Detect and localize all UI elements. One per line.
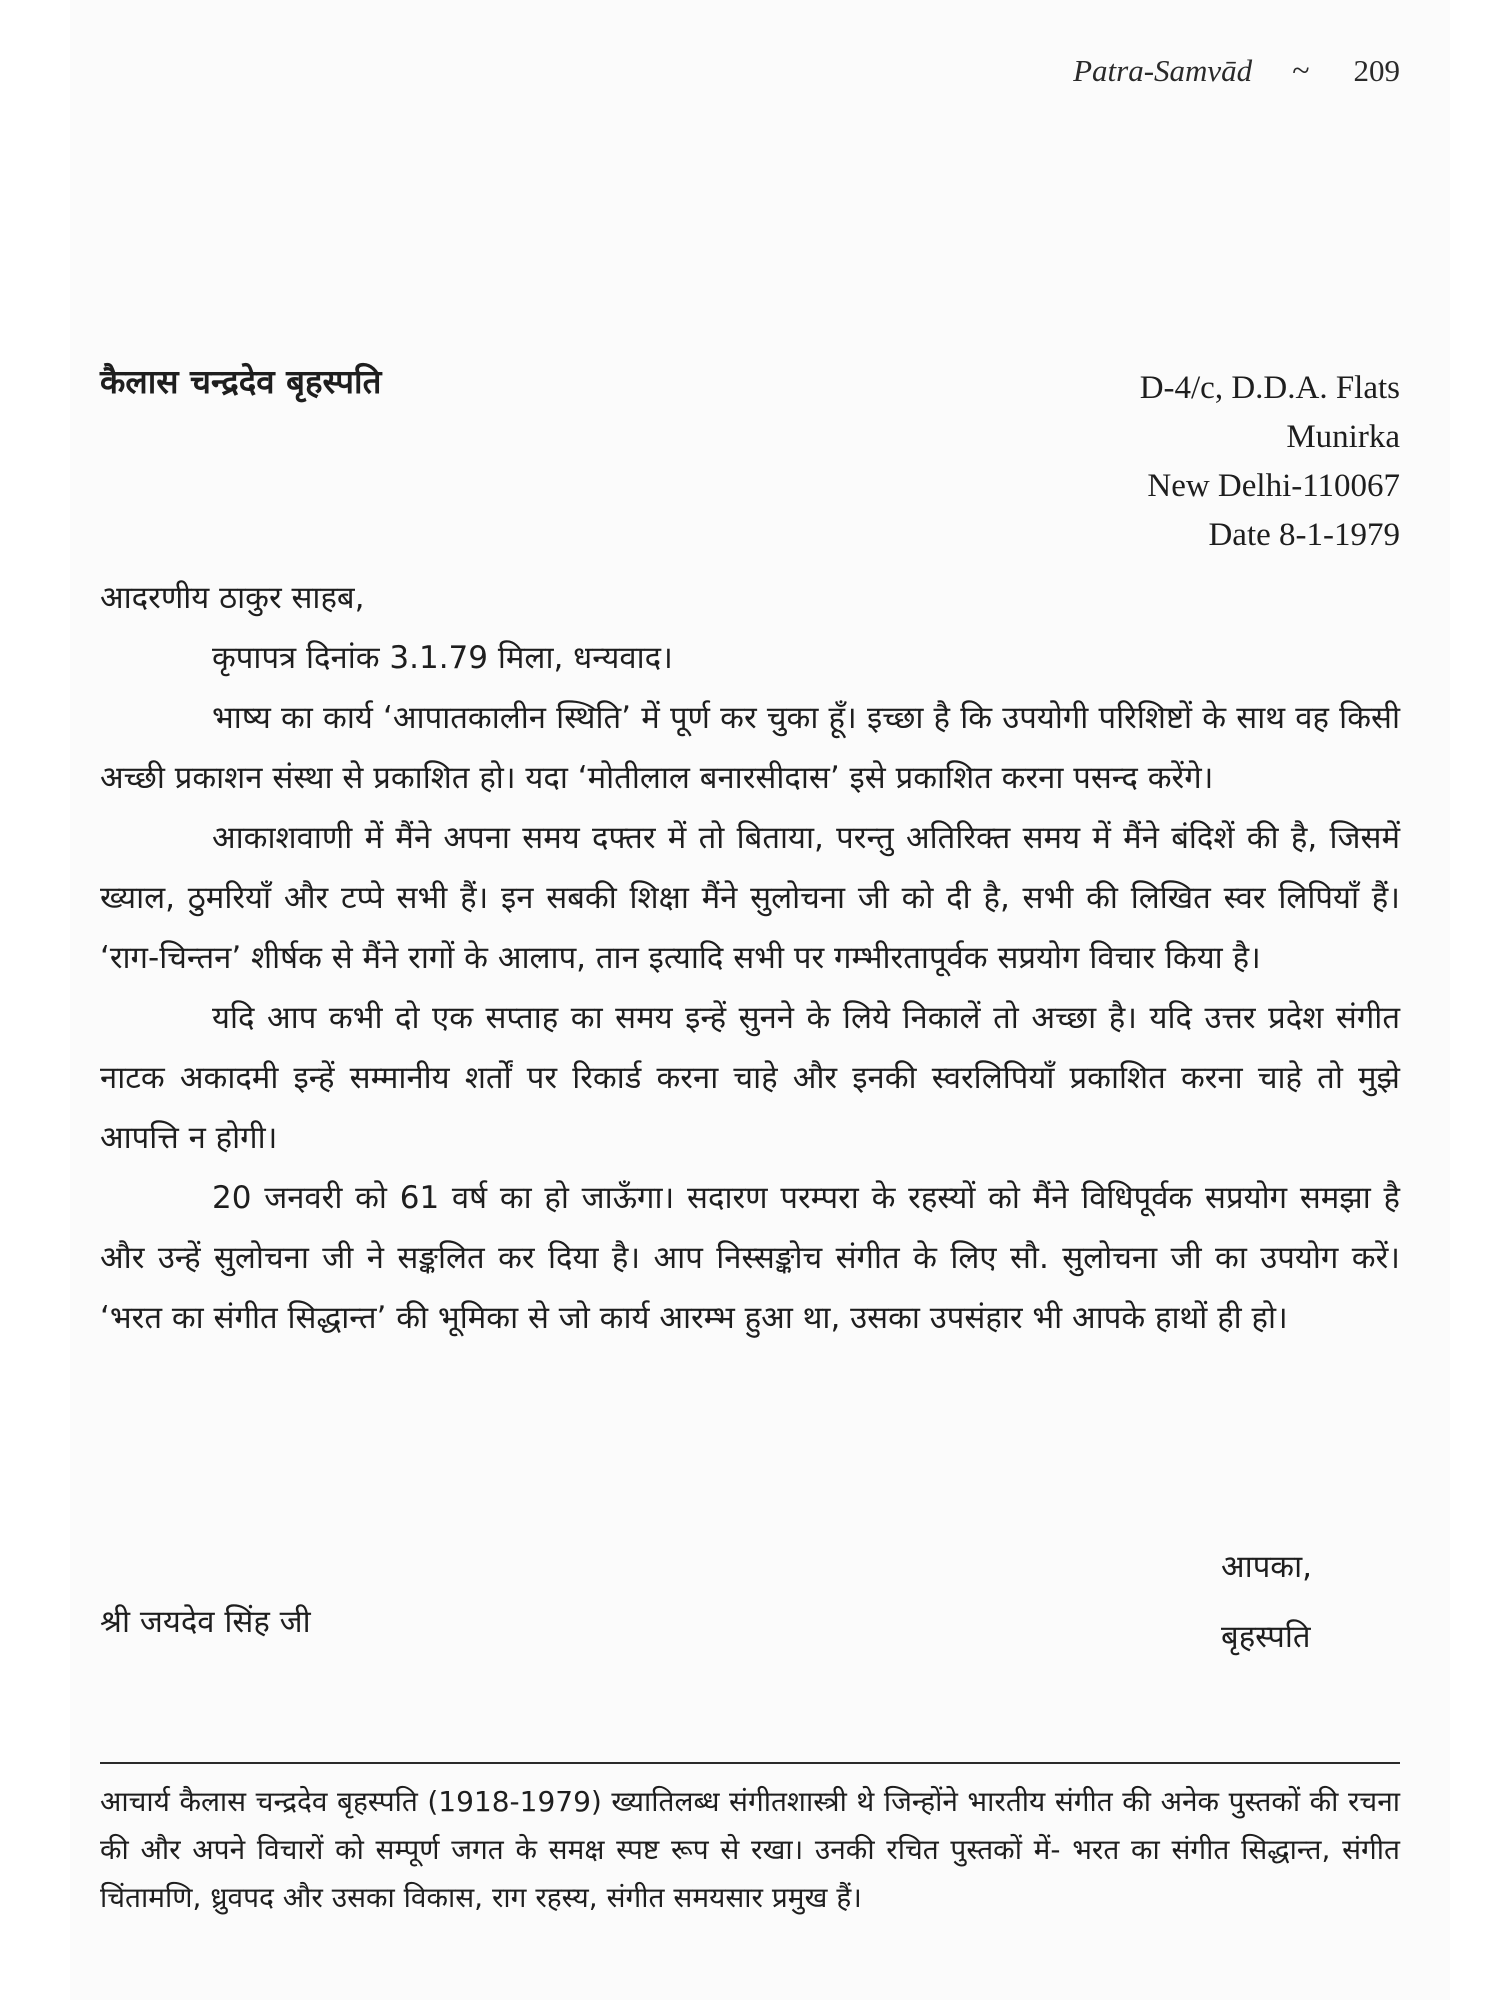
paragraph-1: कृपापत्र दिनांक 3.1.79 मिला, धन्यवाद। [212, 640, 673, 676]
salutation: आदरणीय ठाकुर साहब, [100, 580, 365, 616]
paragraph-2: भाष्य का कार्य ‘आपातकालीन स्थिति’ में पूर्ण कर चुका हूँ। इच्छा है कि उपयोगी परिशिष्टों के साथ वह किसी अच्छी प्रकाशन संस्था से प्रकाशित हो। यदा ‘मोतीलाल बनारसीदास’ इसे प्रकाशित करना पसन्द करेंगे। [100, 700, 1400, 796]
paragraph-3: आकाशवाणी में मैंने अपना समय दफ्तर में तो बिताया, परन्तु अतिरिक्त समय में मैंने बंदिशें की है, जिसमें ख्याल, ठुमरियाँ और टप्पे सभी हैं। इन सबकी शिक्षा मैंने सुलोचना जी को दी है, सभी की लिखित स्वर लिपियाँ हैं। ‘राग-चिन्तन’ शीर्षक से मैंने रागों के आलाप, तान इत्यादि सभी पर गम्भीरतापूर्वक सप्रयोग विचार किया है। [100, 820, 1400, 976]
running-title: Patra-Samvād [1073, 53, 1253, 88]
recipient-name: श्री जयदेव सिंह जी [100, 1604, 311, 1640]
sender-address [1140, 364, 1400, 560]
page-number: 209 [1353, 53, 1400, 88]
letter-date: Date 8-1-1979 [1208, 517, 1400, 553]
footnote-divider [100, 1762, 1400, 1764]
paragraph-5: 20 जनवरी को 61 वर्ष का हो जाऊँगा। सदारण परम्परा के रहस्यों को मैंने विधिपूर्वक सप्रयोग समझा है और उन्हें सुलोचना जी ने सङ्कलित कर दिया है। आप निस्सङ्कोच संगीत के लिए सौ. सुलोचना जी का उपयोग करें। ‘भरत का संगीत सिद्धान्त’ की भूमिका से जो कार्य आरम्भ हुआ था, उसका उपसंहार भी आपके हाथों ही हो। [100, 1180, 1400, 1336]
address-line-3: New Delhi-110067 [1147, 468, 1400, 504]
address-line-2: Munirka [1286, 419, 1400, 455]
closing-phrase: आपका, [1221, 1549, 1312, 1585]
letter-closing [1221, 1532, 1312, 1672]
footnote: आचार्य कैलास चन्द्रदेव बृहस्पति (1918-1979) ख्यातिलब्ध संगीतशास्त्री थे जिन्होंने भारतीय संगीत की अनेक पुस्तकों की रचना की और अपने विचारों को सम्पूर्ण जगत के समक्ष स्पष्ट रूप से रखा। उनकी रचित पुस्तकों में- भरत का संगीत सिद्धान्त, संगीत चिंतामणि, ध्रुवपद और उसका विकास, राग रहस्य, संगीत समयसार प्रमुख हैं। [100, 1785, 1400, 1914]
running-header [1073, 52, 1400, 89]
address-line-1: D-4/c, D.D.A. Flats [1139, 370, 1400, 406]
signature: बृहस्पति [1221, 1619, 1311, 1655]
header-separator: ~ [1292, 52, 1310, 88]
book-page [70, 0, 1450, 2000]
sender-name: कैलास चन्द्रदेव बृहस्पति [100, 362, 382, 401]
page-content [100, 0, 1400, 2000]
paragraph-4: यदि आप कभी दो एक सप्ताह का समय इन्हें सुनने के लिये निकालें तो अच्छा है। यदि उत्तर प्रदेश संगीत नाटक अकादमी इन्हें सम्मानीय शर्तों पर रिकार्ड करना चाहे और इनकी स्वरलिपियाँ प्रकाशित करना चाहे तो मुझे आपत्ति न होगी। [100, 1000, 1400, 1156]
letter-body [100, 568, 1400, 1348]
